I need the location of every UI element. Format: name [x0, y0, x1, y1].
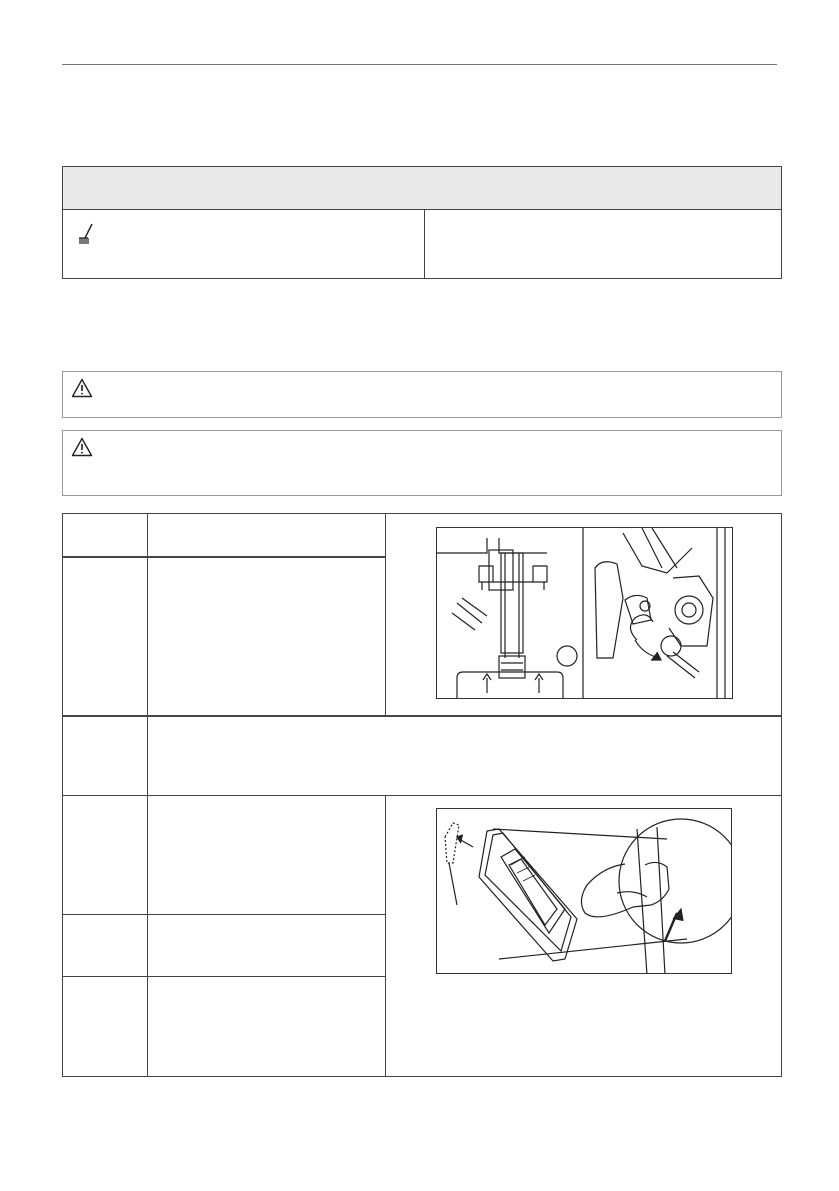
- row-divider: [63, 914, 386, 915]
- figure-column-divider: [385, 795, 386, 1076]
- steps-table: [62, 513, 782, 1077]
- cleaning-table: [62, 166, 782, 279]
- warning-triangle-icon: [71, 437, 93, 457]
- door-hinge-illustration: [436, 527, 733, 699]
- cleaning-table-divider: [424, 210, 425, 278]
- row-divider: [63, 715, 781, 717]
- warning-box: [62, 371, 782, 418]
- row-divider: [63, 795, 781, 796]
- door-glass-removal-illustration: [436, 808, 732, 974]
- warning-box: [62, 430, 782, 496]
- glass-removal-drawing: [437, 809, 732, 974]
- door-hinge-drawing: [437, 528, 733, 699]
- cleaning-table-header: [63, 167, 781, 210]
- steps-header-rule: [63, 556, 386, 558]
- row-divider: [63, 976, 386, 977]
- figure-column-divider: [385, 514, 386, 715]
- brush-icon: [77, 223, 97, 245]
- header-rule: [62, 64, 777, 65]
- warning-triangle-icon: [71, 378, 93, 398]
